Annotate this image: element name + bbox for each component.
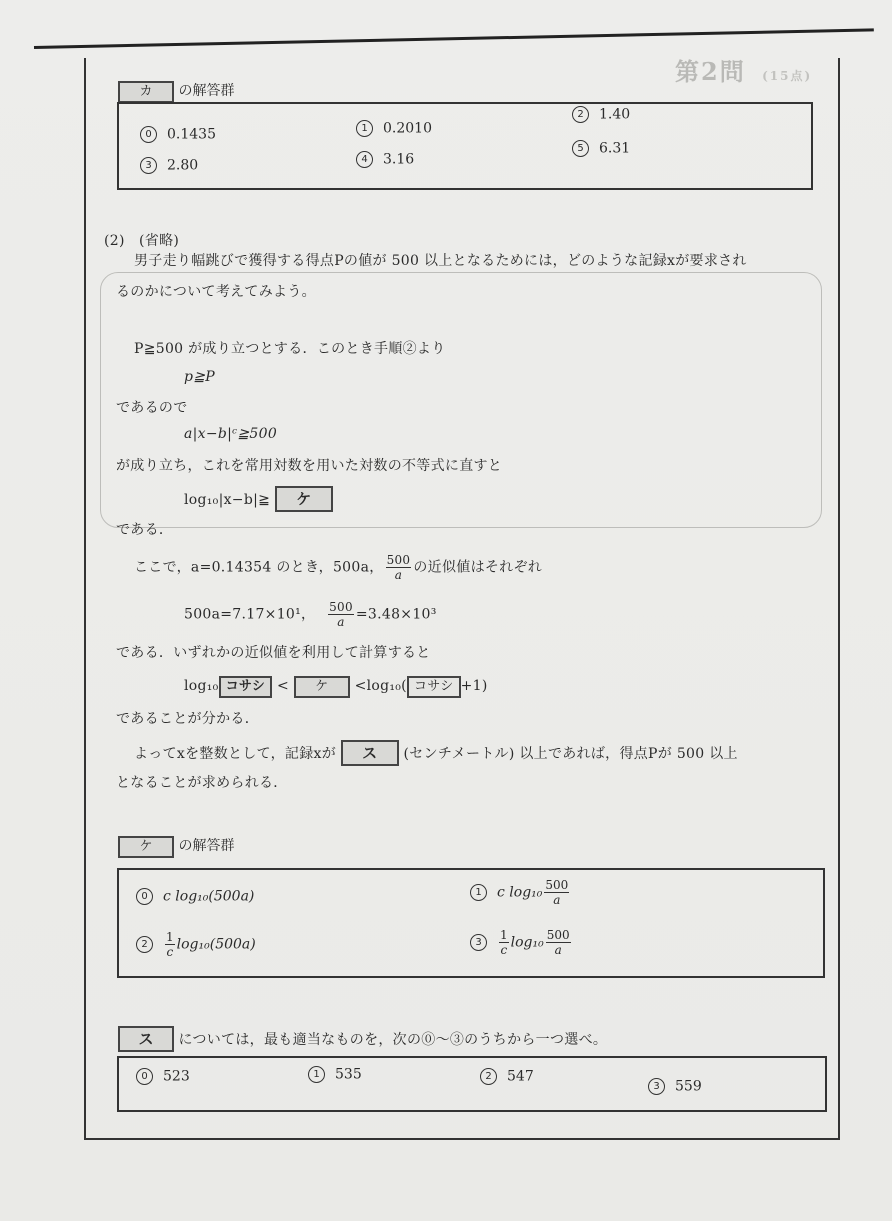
choice-value: 547 — [507, 1068, 534, 1085]
ka-choice-4[interactable] — [356, 151, 414, 168]
top-rule — [34, 28, 874, 49]
ke-answer-box: ケ — [118, 836, 174, 858]
line-wakaru: であることが分かる． — [116, 711, 259, 727]
line-motome: となることが求められる． — [116, 775, 288, 791]
choice-value: 523 — [163, 1068, 190, 1085]
choice-number-5: 5 — [572, 140, 589, 157]
choice-value: 0.1435 — [167, 126, 216, 143]
frac-numerator: 500 — [386, 553, 411, 567]
su-instruction: については，最も適当なものを，次の⓪〜③のうちから一つ選べ。 — [178, 1032, 608, 1048]
koko-text-b: の近似値はそれぞれ — [413, 559, 543, 576]
ke-answer-slot-2: ケ — [294, 676, 350, 698]
line-inequality: a|x−b|ᶜ≧500 — [184, 426, 278, 442]
su-choice-3[interactable] — [648, 1078, 702, 1095]
yotte-text-a: よってxを整数として，記録xが — [134, 746, 337, 762]
line-p500: P≧500 が成り立つとする．このとき手順②より — [134, 341, 446, 357]
frac-numerator: 500 — [329, 600, 353, 614]
frac-numerator: 1 — [166, 930, 174, 944]
choice-value: 1.40 — [599, 106, 631, 123]
su-choice-2[interactable] — [480, 1068, 534, 1085]
frac-denominator: a — [394, 568, 403, 582]
choice-number-1: 1 — [470, 884, 487, 901]
choice-number-3: 3 — [470, 934, 487, 951]
ke-group-label-text: の解答群 — [178, 838, 235, 854]
fraction-500-over-a-2 — [328, 600, 354, 629]
section-points: (15点) — [762, 69, 813, 83]
frac-denominator: c — [500, 943, 508, 957]
approx-500a: 500a=7.17×10¹， — [184, 606, 316, 623]
frac-denominator: c — [166, 945, 174, 959]
ke-choice-2[interactable] — [136, 930, 256, 959]
line-dearunode: であるので — [116, 400, 188, 416]
ke-choice-1[interactable] — [470, 878, 571, 907]
choice-expression: c log₁₀ — [497, 884, 543, 901]
choice-number-1: 1 — [356, 120, 373, 137]
choice-fraction — [499, 928, 509, 957]
choice-fraction-2 — [546, 928, 571, 957]
ke-answer-slot: ケ — [275, 486, 333, 512]
su-answer-slot: ス — [341, 740, 399, 766]
line-naritachi: が成り立ち，これを常用対数を用いた対数の不等式に直すと — [116, 458, 503, 474]
log-part-4: +1) — [460, 678, 488, 694]
ka-choice-1[interactable] — [356, 120, 432, 137]
choice-number-3: 3 — [140, 157, 157, 174]
ka-answer-box: カ — [118, 81, 174, 103]
log-part-3: <log₁₀( — [354, 678, 407, 694]
su-group-label — [118, 1026, 607, 1052]
line-dearu: である． — [116, 522, 174, 538]
frac-denominator: a — [337, 615, 345, 629]
log-lhs: log₁₀|x−b|≧ — [184, 492, 271, 508]
line-koko — [134, 553, 542, 582]
frac-numerator: 500 — [546, 928, 570, 942]
choice-number-0: 0 — [136, 1068, 153, 1085]
choice-number-2: 2 — [136, 936, 153, 953]
choice-value: 2.80 — [167, 157, 199, 174]
su-answer-box: ス — [118, 1026, 174, 1052]
kosashi-slot: コサシ — [219, 676, 273, 698]
choice-expression: log₁₀ — [510, 934, 544, 951]
log-part-1: log₁₀ — [184, 678, 219, 694]
line-izureka: である．いずれかの近似値を利用して計算すると — [116, 645, 431, 661]
approx-eq: =3.48×10³ — [355, 606, 437, 623]
ke-group-label — [118, 835, 234, 858]
fraction-500-over-a — [386, 553, 412, 582]
choice-number-2: 2 — [480, 1068, 497, 1085]
ke-choice-0[interactable] — [136, 888, 254, 905]
frac-denominator: a — [553, 893, 561, 907]
ka-group-label-text: の解答群 — [178, 83, 235, 99]
ka-choice-0[interactable] — [140, 126, 216, 143]
choice-fraction — [544, 878, 569, 907]
choice-number-3: 3 — [648, 1078, 665, 1095]
ke-choice-3[interactable] — [470, 928, 573, 957]
choice-value: 6.31 — [599, 140, 631, 157]
line-log-bounds — [184, 676, 488, 698]
intro-line-2: るのかについて考えてみよう。 — [116, 284, 316, 300]
line-yotte — [134, 740, 738, 766]
line-log-inequality — [184, 486, 333, 512]
kosashi-slot-2: コサシ — [407, 676, 461, 698]
choice-number-0: 0 — [136, 888, 153, 905]
choice-number-2: 2 — [572, 106, 589, 123]
part2-heading: (2) (省略) — [104, 233, 180, 249]
choice-value: 0.2010 — [383, 120, 432, 137]
intro-line-1: 男子走り幅跳びで獲得する得点Pの値が 500 以上となるためには，どのような記録xが要求され — [134, 253, 747, 269]
choice-number-4: 4 — [356, 151, 373, 168]
choice-expression: log₁₀(500a) — [176, 936, 256, 953]
ka-choice-box — [117, 102, 813, 190]
choice-fraction — [165, 930, 175, 959]
yotte-text-b: (センチメートル) 以上であれば，得点Pが 500 以上 — [403, 746, 738, 762]
line-approx — [184, 600, 437, 629]
ka-choice-2[interactable] — [572, 106, 630, 123]
choice-number-1: 1 — [308, 1066, 325, 1083]
frac-numerator: 500 — [545, 878, 569, 892]
frac-denominator: a — [554, 943, 562, 957]
section-title-text: 第2問 — [675, 57, 746, 86]
frac-numerator: 1 — [500, 928, 508, 942]
choice-number-0: 0 — [140, 126, 157, 143]
line-p-ge-P: p≧P — [184, 369, 216, 385]
choice-value: 3.16 — [383, 151, 415, 168]
su-choice-box — [117, 1056, 827, 1112]
choice-expression: c log₁₀(500a) — [163, 888, 255, 905]
choice-value: 559 — [675, 1078, 702, 1095]
log-part-2: < — [277, 678, 290, 694]
koko-text-a: ここで，a=0.14354 のとき，500a， — [134, 559, 384, 576]
su-choice-0[interactable] — [136, 1068, 190, 1085]
ka-group-label — [118, 80, 234, 103]
choice-value: 535 — [335, 1066, 362, 1083]
ka-choice-5[interactable] — [572, 140, 630, 157]
ka-choice-3[interactable] — [140, 157, 198, 174]
su-choice-1[interactable] — [308, 1066, 362, 1083]
